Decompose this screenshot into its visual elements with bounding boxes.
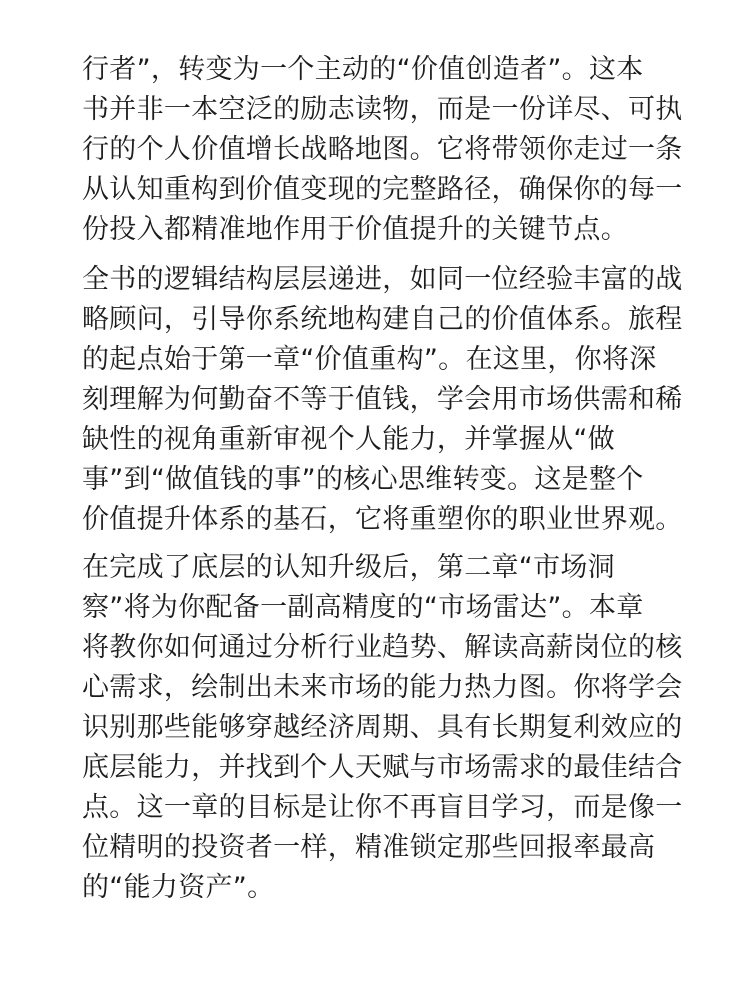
text-line: 略顾问，引导你系统地构建自己的价值体系。旅程 [82,304,683,335]
paragraph-3 [82,548,682,908]
text-line: 全书的逻辑结构层层递进，如同一位经验丰富的战 [82,264,683,295]
text-line: 从认知重构到价值变现的完整路径，确保你的每一 [82,174,683,205]
paragraph-2 [82,260,682,540]
text-line: 位精明的投资者一样，精准锁定那些回报率最高 [82,832,656,863]
text-line: 察”将为你配备一副高精度的“市场雷达”。本章 [82,592,644,623]
text-line: 行者”，转变为一个主动的“价值创造者”。这本 [82,54,644,85]
text-line: 点。这一章的目标是让你不再盲目学习，而是像一 [82,792,683,823]
text-line: 缺性的视角重新审视个人能力，并掌握从“做 [82,424,615,455]
text-line: 书并非一本空泛的励志读物，而是一份详尽、可执 [82,94,683,125]
text-line: 刻理解为何勤奋不等于值钱，学会用市场供需和稀 [82,384,683,415]
text-line: 识别那些能够穿越经济周期、具有长期复利效应的 [82,712,683,743]
text-line: 的“能力资产”。 [82,872,275,903]
text-line: 底层能力，并找到个人天赋与市场需求的最佳结合 [82,752,683,783]
text-line: 份投入都精准地作用于价值提升的关键节点。 [82,214,628,245]
text-line: 事”到“做值钱的事”的核心思维转变。这是整个 [82,464,644,495]
text-line: 价值提升体系的基石，它将重塑你的职业世界观。 [82,504,683,535]
text-line: 将教你如何通过分析行业趋势、解读高薪岗位的核 [82,632,683,663]
text-line: 在完成了底层的认知升级后，第二章“市场洞 [82,552,615,583]
text-line: 行的个人价值增长战略地图。它将带领你走过一条 [82,134,683,165]
text-line: 心需求，绘制出未来市场的能力热力图。你将学会 [82,672,683,703]
paragraph-1 [82,50,682,250]
text-line: 的起点始于第一章“价值重构”。在这里，你将深 [82,344,657,375]
